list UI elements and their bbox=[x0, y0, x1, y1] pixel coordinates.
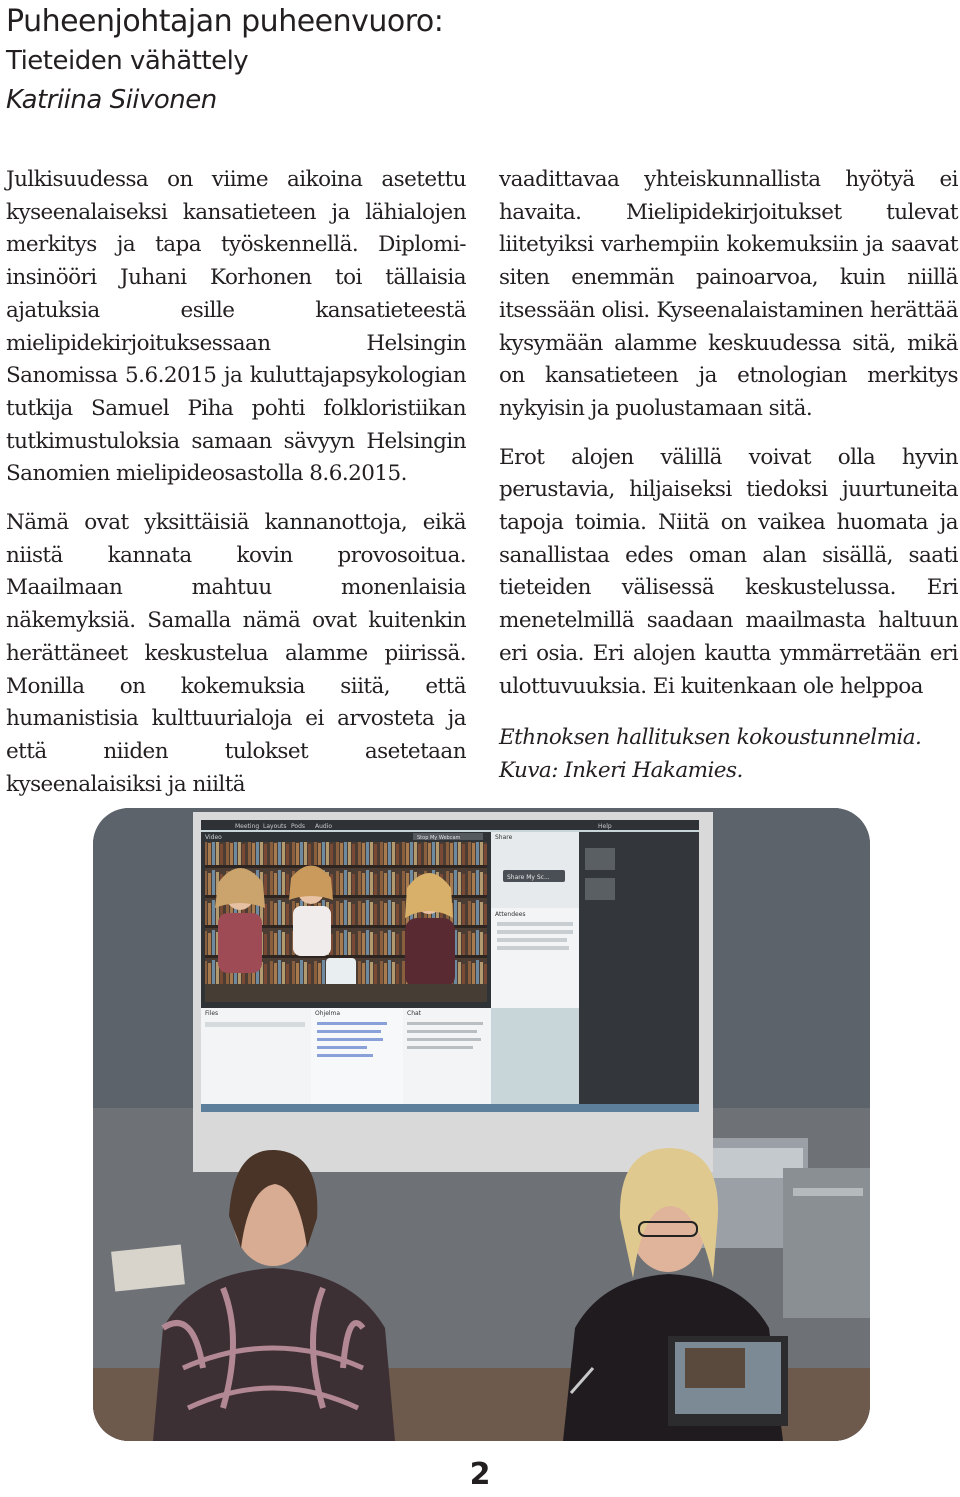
article-header bbox=[6, 2, 443, 120]
video-pod-title: Video bbox=[205, 834, 222, 841]
screen-menu-item: Audio bbox=[315, 823, 333, 830]
text-column-right bbox=[499, 164, 958, 803]
paragraph: Erot alojen välillä voivat olla hyvin perustavia, hiljaiseksi tiedoksi juurtuneita tapoja toimia. Niitä on vaikea huomata ja sanallistaa edes oman alan sisällä, saati tieteiden välisessä keskustelussa. Eri menetelmillä saadaan maailmasta haltuun eri osia. Eri alojen kautta ymmärretään eri ulottuvuuksia. Ei kuitenkaan ole helppoa bbox=[499, 444, 958, 699]
meeting-photo bbox=[93, 808, 870, 1441]
paragraph: vaadittavaa yhteiskunnallista hyötyä ei havaita. Mielipidekirjoitukset tulevat liitetyiksi varhempiin kokemuksiin ja saavat siten enemmän painoarvoa, kuin niillä itsessään olisi. Kyseenalaistaminen herättää kysymään alamme keskuudessa sitä, mikä on kansatieteen ja etnologian merkitys nykyisin ja puolustamaan sitä. bbox=[499, 167, 958, 421]
paragraph: Julkisuudessa on viime aikoina asetettu kyseenalaiseksi kansatieteen ja lähialojen merkitys ja tapa työskennellä. Diplomi-insinööri Juhani Korhonen toi tällaisia ajatuksia esille kansatieteestä mielipidekirjoituksessaan Helsingin Sanomissa 5.6.2015 ja kuluttajapsykologian tutkija Samuel Piha pohti folkloristiikan tutkimustuloksia samaan sävyyn Helsingin Sanomien mielipideosastolla 8.6.2015. bbox=[6, 167, 466, 487]
caption-text: Ethnoksen hallituksen kokoustunnelmia. bbox=[499, 725, 922, 751]
meeting-photo-illustration bbox=[93, 808, 870, 1441]
paragraph: Nämä ovat yksittäisiä kannanottoja, eikä niistä kannata kovin provosoitua. Maailmaan mahtuu monenlaisia näkemyksiä. Samalla nämä ovat kuitenkin herättäneet keskustelua alamme piirissä. Monilla on kokemuksia siitä, että humanistisia kulttuurialoja ei arvosteta ja että niiden tulokset asetetaan kyseenalaisiksi ja niiltä bbox=[6, 510, 466, 797]
article-author: Katriina Siivonen bbox=[6, 85, 217, 115]
attendees-title: Attendees bbox=[495, 911, 526, 918]
share-screen-button: Share My Sc... bbox=[507, 874, 550, 881]
share-pod-title: Share bbox=[495, 834, 513, 841]
caption-credit: Kuva: Inkeri Hakamies. bbox=[499, 758, 743, 784]
page-number: 2 bbox=[469, 1457, 491, 1492]
screen-menu-item: Pods bbox=[291, 823, 306, 830]
stop-webcam-button: Stop My Webcam bbox=[417, 835, 461, 841]
article-subtitle: Tieteiden vähättely bbox=[6, 46, 249, 76]
article-title: Puheenjohtajan puheenvuoro: bbox=[6, 4, 444, 39]
files-pod-title: Files bbox=[205, 1010, 219, 1017]
screen-menu-item: Meeting bbox=[235, 823, 260, 830]
text-column-left bbox=[6, 164, 466, 817]
notes-pod-title: Ohjelma bbox=[315, 1010, 341, 1017]
chat-pod-title: Chat bbox=[407, 1010, 422, 1017]
screen-help: Help bbox=[598, 823, 612, 830]
screen-menu-item: Layouts bbox=[263, 823, 287, 830]
photo-caption bbox=[499, 721, 958, 787]
